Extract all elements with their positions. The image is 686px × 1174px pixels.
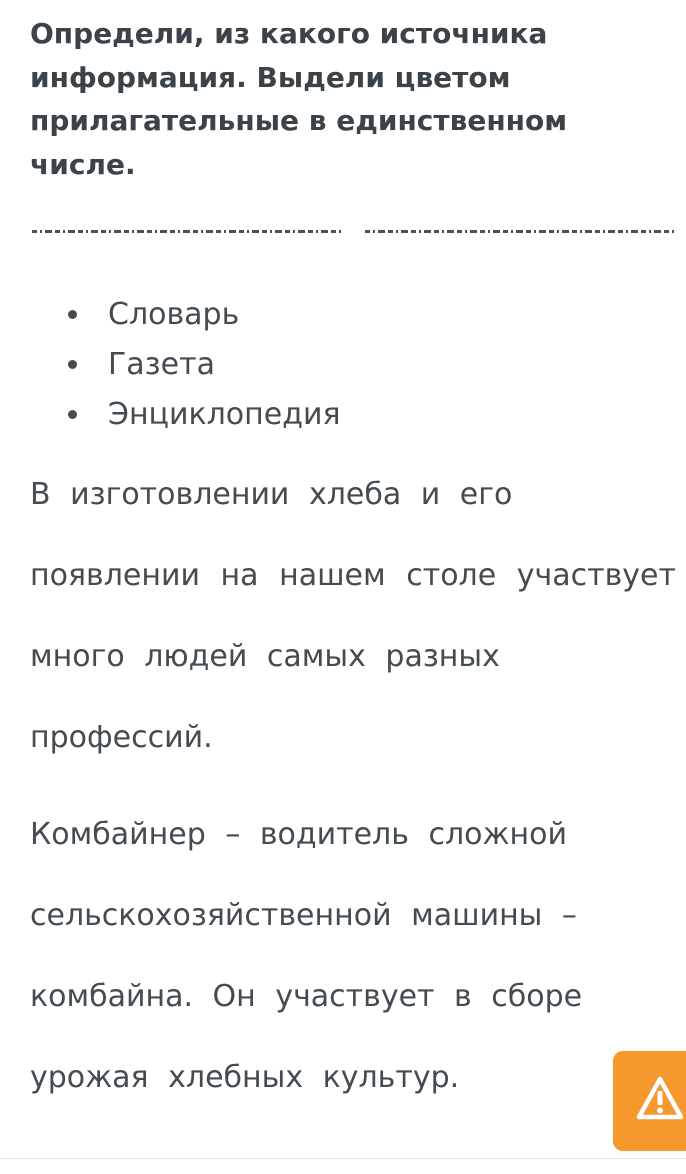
bullet-icon: [68, 410, 77, 419]
bullet-icon: [68, 360, 77, 369]
passage-line: В изготовлении хлеба и его: [30, 477, 513, 512]
passage-word: столе: [406, 558, 497, 593]
source-option-label: Газета: [108, 347, 215, 382]
source-option-dictionary: [62, 290, 341, 340]
passage-line: много людей самых разных: [30, 639, 500, 674]
source-option-newspaper: [62, 340, 341, 390]
text-passage-bread: [30, 454, 676, 778]
passage-word: на: [220, 558, 259, 593]
source-option-encyclopedia: [62, 390, 341, 440]
task-title: Определи, из какого источника информация. Выдели цветом прилагательные в единственном числе.: [30, 17, 568, 181]
passage-line: [30, 535, 676, 616]
report-problem-button[interactable]: [613, 1051, 686, 1151]
source-option-label: Словарь: [108, 297, 240, 332]
passage-line: Комбайнер – водитель сложной: [30, 817, 567, 852]
source-options-list: [62, 290, 341, 440]
dashed-divider-left: [32, 230, 343, 233]
bottom-separator: [0, 1158, 686, 1159]
dashed-divider-right: [365, 230, 676, 233]
source-option-label: Энциклопедия: [108, 397, 341, 432]
passage-line: комбайна. Он участвует в сборе: [30, 979, 583, 1014]
passage-word: участвует: [516, 558, 676, 593]
passage-line: урожая хлебных культур.: [30, 1060, 460, 1095]
dashed-divider: [32, 228, 676, 236]
passage-word: нашем: [279, 558, 386, 593]
passage-line: сельскохозяйственной машины –: [30, 898, 577, 933]
bullet-icon: [68, 310, 77, 319]
warning-icon: [635, 1075, 685, 1121]
text-passage-combiner: [30, 794, 582, 1118]
passage-word: появлении: [30, 558, 200, 593]
passage-line: профессий.: [30, 720, 213, 755]
